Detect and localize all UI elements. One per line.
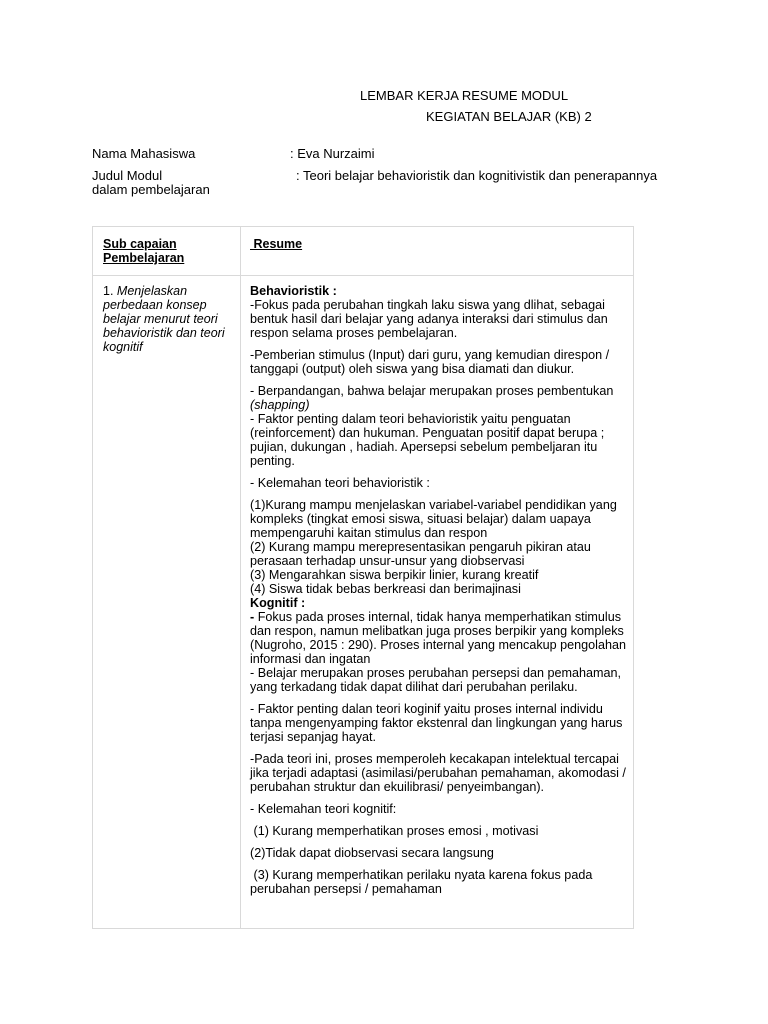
- header-sub-capaian: [103, 237, 184, 265]
- behavioristik-point-2: -Pemberian stimulus (Input) dari guru, yang kemudian direspon / tanggapi (output) oleh siswa yang bisa diamati dan diukur.: [250, 348, 610, 376]
- kognitif-weakness-1: (1) Kurang memperhatikan proses emosi , motivasi: [250, 824, 539, 838]
- item-number: 1.: [103, 284, 117, 298]
- kognitif-point-4: -Pada teori ini, proses memperoleh kecakapan intelektual tercapai jika terjadi adaptasi (asimilasi/perubahan pemahaman, akomodasi / perubahan struktur dan ekuilibrasi/ penyeimbangan).: [250, 752, 626, 794]
- kognitif-weakness-heading: - Kelemahan teori kognitif:: [250, 802, 397, 816]
- behavioristik-weakness-3: (3) Mengarahkan siswa berpikir linier, kurang kreatif: [250, 568, 539, 582]
- kognitif-point-1-text: Fokus pada proses internal, tidak hanya memperhatikan stimulus dan respon, namun melibatkan juga proses berpikir yang kompleks (Nugroho, 2015 : 290). Proses internal yang mencakup pengolahan informasi dan ingatan: [250, 610, 626, 666]
- name-value: : Eva Nurzaimi: [290, 146, 375, 161]
- header-divider: [93, 275, 633, 276]
- behavioristik-weakness-heading: - Kelemahan teori behavioristik :: [250, 476, 430, 490]
- kognitif-weakness-3: (3) Kurang memperhatikan perilaku nyata karena fokus pada perubahan persepsi / pemahaman: [250, 868, 596, 896]
- name-label: Nama Mahasiswa: [92, 146, 196, 161]
- header-sub-capaian-line2: Pembelajaran: [103, 251, 185, 265]
- behavioristik-weakness-4: (4) Siswa tidak bebas berkreasi dan berimajinasi: [250, 582, 521, 596]
- kognitif-point-1: [250, 610, 628, 666]
- module-value: : Teori belajar behavioristik dan kognitivistik dan penerapannya: [296, 168, 658, 183]
- sub-capaian-cell: [103, 284, 235, 354]
- module-label-line2: dalam pembelajaran: [92, 182, 210, 197]
- behavioristik-point-3a: - Berpandangan, bahwa belajar merupakan proses pembentukan: [250, 384, 614, 398]
- header-sub-capaian-line1: Sub capaian: [103, 237, 177, 251]
- column-divider: [240, 227, 241, 928]
- kognitif-weakness-2: (2)Tidak dapat diobservasi secara langsung: [250, 846, 494, 860]
- behavioristik-point-3b: (shapping): [250, 398, 310, 412]
- behavioristik-point-3: [250, 384, 628, 468]
- behavioristik-weakness-1: (1)Kurang mampu menjelaskan variabel-variabel pendidikan yang kompleks (tingkat emosi siswa, situasi belajar) dalam uapaya mempengaruhi kaitan stimulus dan respon: [250, 498, 617, 540]
- kognitif-heading: Kognitif :: [250, 596, 306, 610]
- kognitif-point-3: - Faktor penting dalan teori koginif yaitu proses internal individu tanpa mengenyamping faktor ekstenral dan lingkungan yang harus terjasi sepanjag hayat.: [250, 702, 623, 744]
- resume-table: [92, 226, 634, 929]
- sub-capaian-text: Menjelaskan perbedaan konsep belajar menurut teori behavioristik dan teori kognitif: [103, 284, 225, 354]
- document-title: LEMBAR KERJA RESUME MODUL: [360, 88, 569, 103]
- behavioristik-point-1: -Fokus pada perubahan tingkah laku siswa yang dlihat, sebagai bentuk hasil dari belajar yang adanya interaksi dari stimulus dan respon selama proses pembelajaran.: [250, 298, 608, 340]
- resume-cell: [250, 284, 628, 896]
- header-resume: Resume: [250, 237, 303, 251]
- kognitif-point-1-dash: -: [250, 610, 258, 624]
- kognitif-point-2: - Belajar merupakan proses perubahan persepsi dan pemahaman, yang terkadang tidak dapat dilihat dari perubahan perilaku.: [250, 666, 622, 694]
- document-subtitle: KEGIATAN BELAJAR (KB) 2: [426, 109, 592, 124]
- behavioristik-weakness-2: (2) Kurang mampu merepresentasikan pengaruh pikiran atau perasaan terhadap unsur-unsur yang diobservasi: [250, 540, 591, 568]
- module-label-line1: Judul Modul: [92, 168, 163, 183]
- behavioristik-heading: Behavioristik :: [250, 284, 337, 298]
- behavioristik-point-3c: - Faktor penting dalam teori behavioristik yaitu penguatan (reinforcement) dan hukuman. Penguatan positif dapat berupa ; pujian, dukungan , hadiah. Apersepsi sebelum pembeljaran itu penting.: [250, 412, 605, 468]
